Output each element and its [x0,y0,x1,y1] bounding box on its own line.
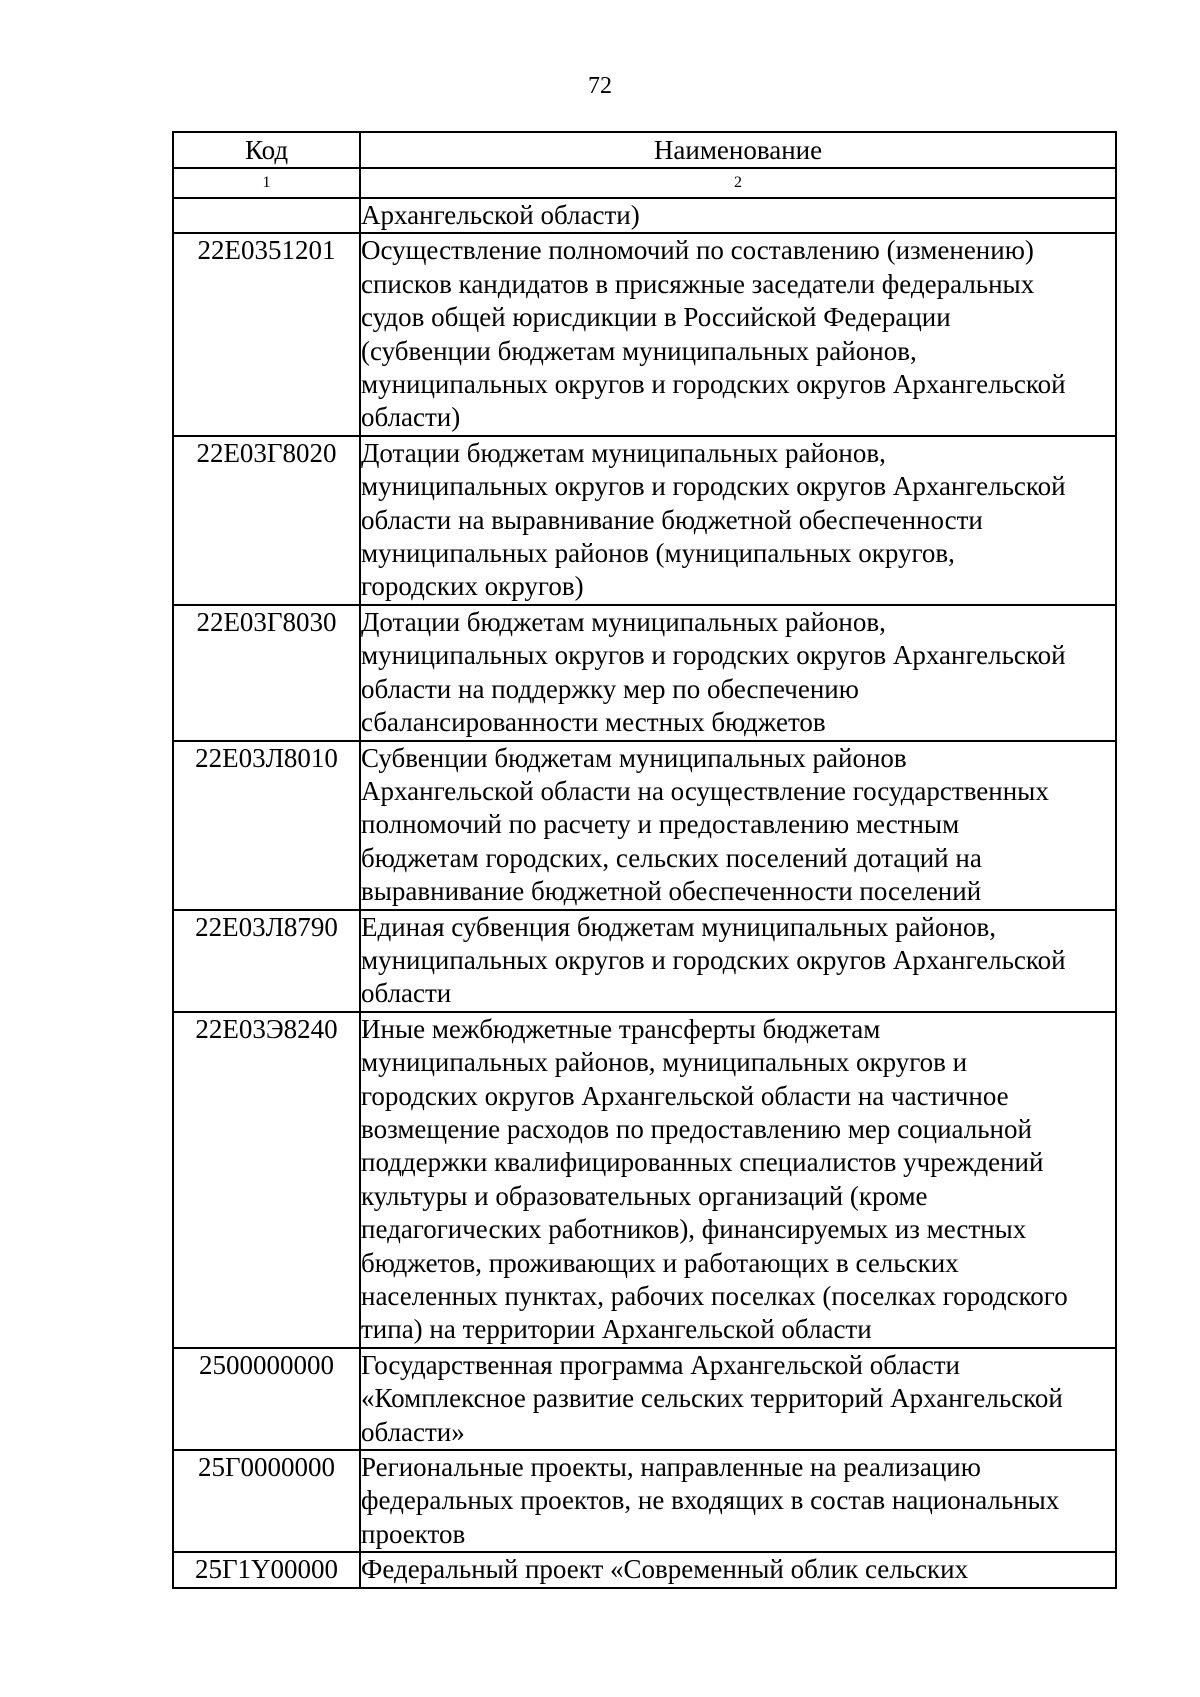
row-name-line: судов общей юрисдикции в Российской Федерации [361,302,951,333]
table-row [173,436,1116,605]
row-name [360,436,1116,605]
table-row [173,1012,1116,1348]
row-name-line: полномочий по расчету и предоставлению местным [361,809,960,840]
row-name-line: Архангельской области на осуществление государственных [361,775,1049,806]
row-name-line: культуры и образовательных организаций (кроме [361,1180,928,1211]
row-name-line: Архангельской области) [361,200,640,230]
row-name-line: поддержки квалифицированных специалистов учреждений [361,1147,1044,1178]
row-name-line: Иные межбюджетные трансферты бюджетам [361,1013,881,1044]
row-code [173,198,360,233]
row-name [360,233,1116,435]
row-name-line: Федеральный проект «Современный облик сельских [361,1554,969,1585]
row-name-line: федеральных проектов, не входящих в состав национальных [361,1485,1060,1516]
row-code: 22Е0351201 [173,233,360,435]
header-code: Код [173,132,360,168]
row-name-line: типа) на территории Архангельской области [361,1314,872,1345]
table-row [173,1348,1116,1450]
row-name-line: бюджетов, проживающих и работающих в сельских [361,1247,959,1278]
table-row [173,741,1116,910]
row-name [360,1450,1116,1552]
row-name-line: сбалансированности местных бюджетов [361,707,826,738]
row-code: 25Г0000000 [173,1450,360,1552]
row-name-line: городских округов) [361,571,584,602]
row-name-line: области на поддержку мер по обеспечению [361,673,859,704]
row-name-line: муниципальных районов (муниципальных округов, [361,538,955,569]
row-code: 22Е03Л8790 [173,910,360,1012]
table-row [173,910,1116,1012]
row-name [360,1348,1116,1450]
row-name-line: муниципальных округов и городских округов Архангельской [361,944,1066,975]
row-name [360,741,1116,910]
column-number-row [173,168,1116,198]
row-name-line: Региональные проекты, направленные на реализацию [361,1452,981,1483]
table-row [173,1552,1116,1587]
row-code: 22Е03Г8020 [173,436,360,605]
row-name-line: выравнивание бюджетной обеспеченности поселений [361,876,982,907]
row-code: 22Е03Г8030 [173,605,360,741]
row-name-line: Осуществление полномочий по составлению (изменению) [361,235,1034,266]
row-name-line: области) [361,402,461,433]
row-name [360,910,1116,1012]
row-name-line: муниципальных округов и городских округов Архангельской [361,369,1066,400]
table-row [173,198,1116,233]
table-row [173,605,1116,741]
row-code: 22Е03Л8010 [173,741,360,910]
row-name-line: муниципальных округов и городских округов Архангельской [361,640,1066,671]
column-number-name: 2 [360,168,1116,198]
row-name-line: Субвенции бюджетам муниципальных районов [361,742,907,773]
row-name [360,1012,1116,1348]
row-name-line: Дотации бюджетам муниципальных районов, [361,606,886,637]
page-number: 72 [588,73,612,99]
row-name-line: городских округов Архангельской области на частичное [361,1080,1009,1111]
table-row [173,233,1116,435]
row-name-line: муниципальных округов и городских округов Архангельской [361,471,1066,502]
row-code: 2500000000 [173,1348,360,1450]
row-name-line: населенных пунктах, рабочих поселках (поселках городского [361,1281,1068,1311]
column-number-code: 1 [173,168,360,198]
row-code: 25Г1Y00000 [173,1552,360,1587]
table-header-row [173,132,1116,168]
table-row [173,1450,1116,1552]
row-name [360,198,1116,233]
row-name-line: Государственная программа Архангельской области [361,1349,960,1380]
row-name-line: (субвенции бюджетам муниципальных районов, [361,335,917,366]
header-name: Наименование [360,132,1116,168]
row-name-line: бюджетам городских, сельских поселений дотаций на [361,842,982,873]
row-name-line: Единая субвенция бюджетам муниципальных районов, [361,911,996,942]
budget-code-table [172,131,1117,1589]
row-name-line: «Комплексное развитие сельских территорий Архангельской [361,1383,1063,1414]
row-name-line: муниципальных районов, муниципальных округов и [361,1047,968,1078]
row-name-line: области на выравнивание бюджетной обеспеченности [361,504,983,535]
row-name-line: педагогических работников), финансируемых из местных [361,1214,1027,1245]
row-name-line: Дотации бюджетам муниципальных районов, [361,437,886,468]
row-name [360,605,1116,741]
row-name [360,1552,1116,1587]
row-name-line: проектов [361,1518,466,1549]
row-name-line: области» [361,1416,465,1447]
row-name-line: возмещение расходов по предоставлению мер социальной [361,1113,1032,1144]
row-name-line: списков кандидатов в присяжные заседатели федеральных [361,268,1035,299]
row-name-line: области [361,978,452,1009]
row-code: 22Е03Э8240 [173,1012,360,1348]
